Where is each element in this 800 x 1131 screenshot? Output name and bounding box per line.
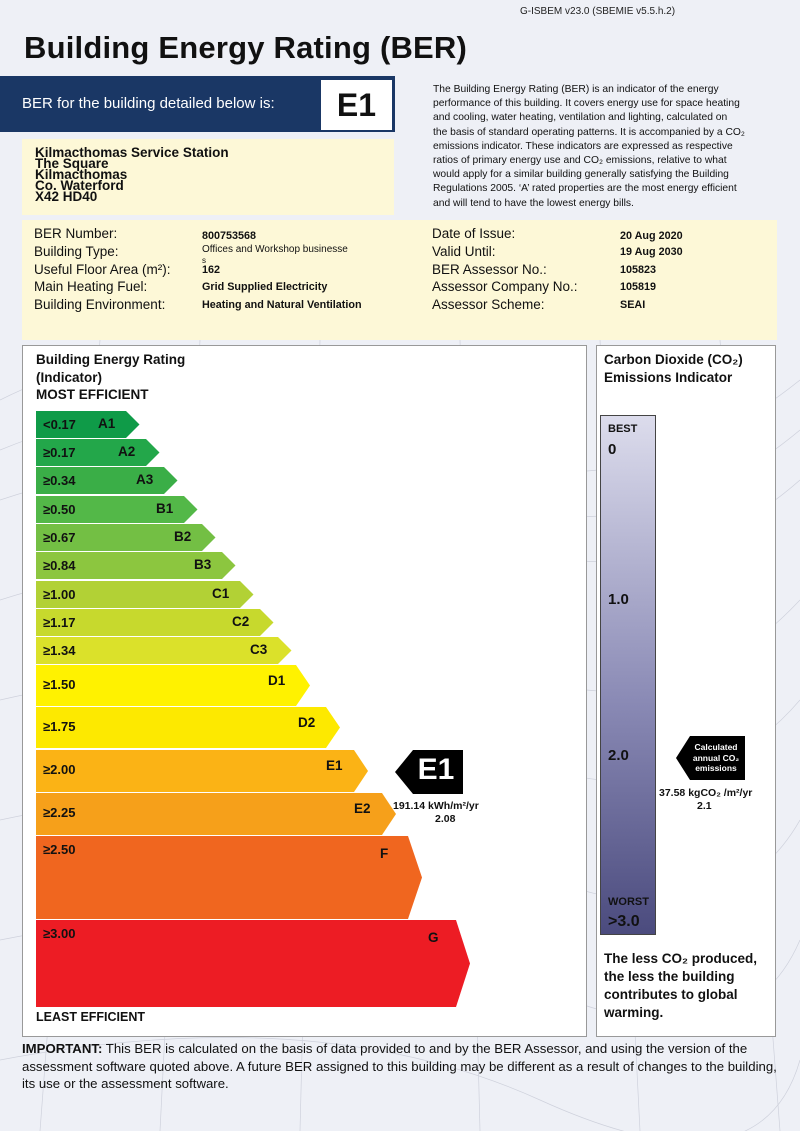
rating-band-label: E2: [354, 801, 371, 816]
rating-band-g: [36, 920, 470, 1007]
energy-value: 191.14 kWh/m²/yr: [393, 800, 479, 812]
detail-label: Main Heating Fuel:: [34, 279, 148, 294]
description-line: and cooling, water heating, ventilation and lighting, calculated on: [433, 112, 728, 124]
rating-band-threshold: ≥2.50: [43, 842, 76, 857]
rating-band-label: A2: [118, 444, 136, 459]
building-address: [22, 139, 394, 215]
rating-band-label: B3: [194, 557, 212, 572]
rating-band-label: C2: [232, 614, 250, 629]
rating-band-f: [36, 836, 422, 919]
detail-label: BER Number:: [34, 226, 118, 241]
rating-band-a2: [36, 439, 160, 466]
co2-marker-line: Calculated: [694, 742, 738, 752]
description-line: and will tend to have the lowest energy bills.: [433, 197, 634, 209]
rating-band-threshold: ≥1.34: [43, 643, 76, 658]
detail-value: Heating and Natural Ventilation: [202, 299, 362, 311]
rating-band-d2: [36, 707, 340, 748]
address-line: The Square: [35, 156, 109, 171]
ber-rating-box: E1: [320, 79, 393, 131]
rating-band-threshold: ≥1.50: [43, 677, 76, 692]
description-line: would apply for a similar building generally satisfying the Building: [433, 169, 729, 181]
rating-band-label: B2: [174, 529, 192, 544]
important-notice: [22, 1040, 778, 1093]
rating-band-c2: [36, 609, 274, 636]
ber-description: [433, 83, 778, 211]
detail-value: 800753568: [202, 230, 257, 242]
rating-band-label: D1: [268, 673, 286, 688]
detail-value: SEAI: [620, 299, 646, 311]
ber-banner-text: BER for the building detailed below is:: [22, 95, 275, 112]
ber-panel-heading: Building Energy Rating: [36, 352, 186, 367]
detail-label: BER Assessor No.:: [432, 262, 547, 277]
co2-marker-label: [688, 742, 744, 774]
co2-scale-bar: [600, 415, 656, 935]
rating-band-fill: [36, 707, 340, 748]
co2-marker-line: emissions: [695, 763, 737, 773]
detail-label: Date of Issue:: [432, 226, 516, 241]
description-line: ratios of primary energy use and CO₂ emissions, relative to what: [433, 155, 727, 167]
rating-band-b2: [36, 524, 216, 551]
rating-band-label: E1: [326, 758, 343, 773]
software-version: G-ISBEM v23.0 (SBEMIE v5.5.h.2): [520, 6, 676, 17]
least-efficient-label: LEAST EFFICIENT: [36, 1010, 146, 1024]
rating-band-fill: [36, 793, 396, 835]
detail-value: 105823: [620, 264, 657, 276]
rating-band-label: D2: [298, 715, 316, 730]
energy-ratio: 2.08: [435, 813, 456, 825]
detail-value: 19 Aug 2030: [620, 246, 683, 258]
rating-band-label: B1: [156, 501, 174, 516]
rating-band-threshold: ≥0.34: [43, 473, 76, 488]
rating-band-e2: [36, 793, 396, 835]
detail-value: 162: [202, 264, 221, 276]
detail-label: Assessor Scheme:: [432, 297, 545, 312]
rating-band-threshold: ≥0.84: [43, 558, 76, 573]
rating-band-a1: [36, 411, 140, 438]
ber-marker-label: E1: [417, 753, 455, 786]
co2-tick: 2.0: [608, 747, 629, 764]
co2-worst-label: WORST: [608, 896, 649, 908]
page-title: Building Energy Rating (BER): [24, 30, 468, 65]
rating-band-shape: [36, 836, 422, 919]
building-details: [22, 220, 777, 340]
address-line: Kilmacthomas: [35, 167, 128, 182]
detail-value: Offices and Workshop businesse: [202, 244, 348, 255]
description-line: emissions indicator. These indicators are expressed as respective: [433, 140, 733, 152]
co2-tick: 0: [608, 441, 617, 458]
rating-band-threshold: ≥1.00: [43, 587, 76, 602]
co2-marker-line: annual CO₂: [692, 752, 740, 763]
co2-footer: [604, 950, 757, 1022]
detail-value: 105819: [620, 281, 657, 293]
rating-band-b3: [36, 552, 236, 579]
rating-band-fill: [36, 836, 422, 919]
detail-label: Building Type:: [34, 244, 119, 259]
detail-value: Grid Supplied Electricity: [202, 281, 328, 293]
address-line: Kilmacthomas Service Station: [35, 145, 229, 160]
rating-band-label: G: [428, 930, 439, 945]
co2-tick: >3.0: [608, 913, 640, 930]
description-line: The Building Energy Rating (BER) is an indicator of the energy: [433, 84, 719, 95]
detail-value: 20 Aug 2020: [620, 230, 683, 242]
rating-band-label: C1: [212, 586, 230, 601]
rating-band-label: F: [380, 846, 389, 861]
co2-footer-line: The less CO₂ produced,: [604, 951, 758, 966]
description-line: performance of this building. It covers energy use for space heating: [433, 98, 740, 110]
address-line: X42 HD40: [35, 189, 98, 204]
rating-band-d1: [36, 665, 310, 706]
rating-band-shape: [36, 750, 368, 792]
most-efficient-label: MOST EFFICIENT: [36, 387, 149, 402]
co2-tick: 1.0: [608, 591, 629, 608]
detail-label: Valid Until:: [432, 244, 496, 259]
rating-band-e1: [36, 750, 368, 792]
rating-band-shape: [36, 920, 470, 1007]
rating-band-threshold: <0.17: [43, 417, 76, 432]
important-text: This BER is calculated on the basis of data provided to and by the BER Assessor, and using the version of the assessment software quoted above. A future BER assigned to this building may be different as a result of changes to the building, its use or the assessment software.: [22, 1041, 777, 1091]
rating-band-threshold: ≥0.67: [43, 530, 76, 545]
rating-band-shape: [36, 707, 340, 748]
detail-label: Building Environment:: [34, 297, 166, 312]
detail-label: Assessor Company No.:: [432, 279, 578, 294]
rating-band-threshold: ≥0.17: [43, 445, 76, 460]
description-line: Regulations 2005. ‘A’ rated properties are the most energy efficient: [433, 183, 737, 195]
description-line: the basis of standard operating patterns. It is accompanied by a CO₂: [433, 126, 745, 138]
rating-band-threshold: ≥3.00: [43, 926, 76, 941]
rating-band-b1: [36, 496, 198, 523]
rating-band-fill: [36, 920, 470, 1007]
detail-label: Useful Floor Area (m²):: [34, 262, 171, 277]
co2-footer-line: contributes to global: [604, 987, 738, 1002]
rating-band-c3: [36, 637, 292, 664]
co2-value: 37.58 kgCO₂ /m²/yr: [659, 787, 753, 799]
rating-band-fill: [36, 750, 368, 792]
co2-footer-line: the less the building: [604, 969, 735, 984]
co2-panel-heading: Carbon Dioxide (CO₂): [604, 352, 743, 367]
rating-band-threshold: ≥2.25: [43, 805, 76, 820]
detail-value-overflow: s: [202, 256, 206, 265]
ber-panel-subheading: (Indicator): [36, 370, 102, 385]
rating-band-threshold: ≥1.75: [43, 719, 76, 734]
co2-best-label: BEST: [608, 423, 638, 435]
rating-band-c1: [36, 581, 254, 608]
rating-band-label: C3: [250, 642, 268, 657]
co2-panel-subheading: Emissions Indicator: [604, 370, 733, 385]
rating-band-threshold: ≥2.00: [43, 762, 76, 777]
important-label: IMPORTANT:: [22, 1041, 103, 1056]
address-line: Co. Waterford: [35, 178, 124, 193]
rating-band-label: A3: [136, 472, 154, 487]
rating-band-a3: [36, 467, 178, 494]
rating-band-threshold: ≥1.17: [43, 615, 76, 630]
co2-ratio: 2.1: [697, 800, 712, 812]
co2-footer-line: warming.: [604, 1005, 664, 1020]
rating-band-label: A1: [98, 416, 116, 431]
rating-band-threshold: ≥0.50: [43, 502, 76, 517]
rating-band-shape: [36, 793, 396, 835]
